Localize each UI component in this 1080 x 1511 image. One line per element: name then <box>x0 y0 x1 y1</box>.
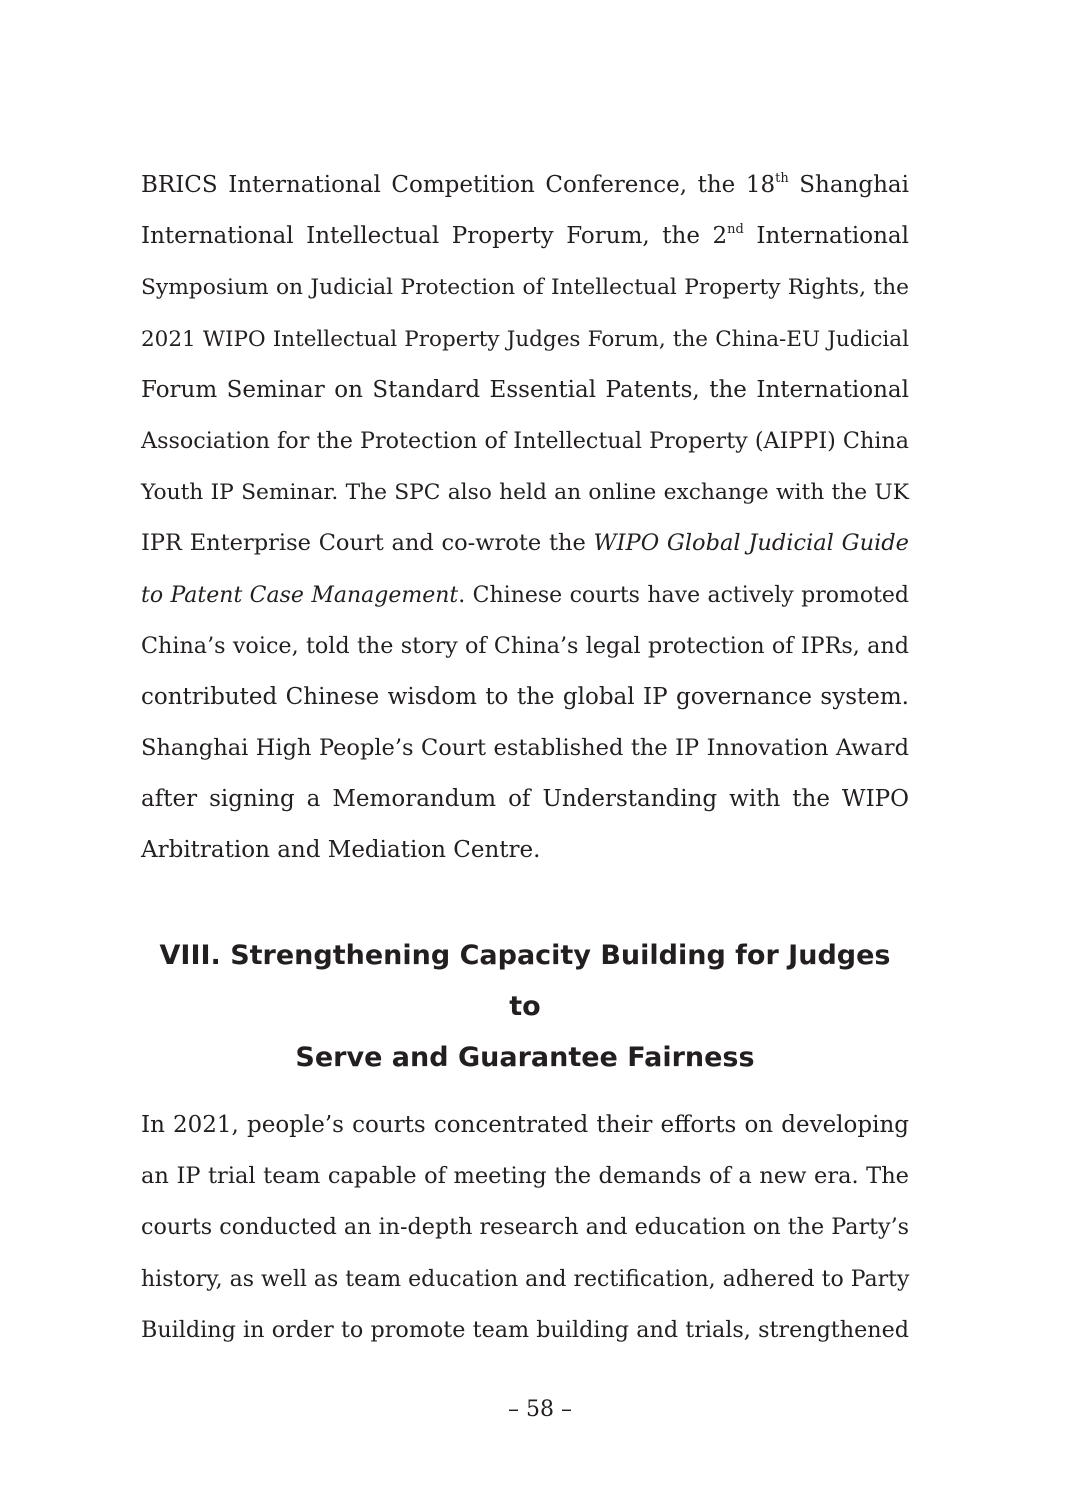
text-line: IPR Enterprise Court and co-wrote the WIPO Global Judicial Guide <box>141 530 909 557</box>
text-line: In 2021, people’s courts concentrated their efforts on developing <box>141 1112 909 1138</box>
text-line: Symposium on Judicial Protection of Intellectual Property Rights, the <box>141 275 909 301</box>
text-line: Association for the Protection of Intellectual Property (AIPPI) China <box>141 427 909 454</box>
italic-title: to Patent Case Management <box>141 582 459 608</box>
text-line: history, as well as team education and rectification, adhered to Party <box>141 1266 910 1292</box>
text-line: Arbitration and Mediation Centre. <box>141 837 541 864</box>
text-line: BRICS International Competition Conference, the 18th Shanghai <box>141 171 909 198</box>
text-line: after signing a Memorandum of Understanding with the WIPO <box>141 786 909 813</box>
text-line: 2021 WIPO Intellectual Property Judges Forum, the China-EU Judicial <box>141 326 909 352</box>
text-line: International Intellectual Property Forum, the 2nd International <box>141 222 909 250</box>
body-paragraph-2 <box>141 1100 909 1356</box>
text-line: courts conducted an in-depth research and education on the Party’s <box>141 1214 910 1241</box>
italic-title: WIPO Global Judicial Guide <box>593 530 909 557</box>
text-line: an IP trial team capable of meeting the demands of a new era. The <box>141 1163 909 1190</box>
text-line: Youth IP Seminar. The SPC also held an online exchange with the UK <box>141 480 909 506</box>
text-line: Building in order to promote team building and trials, strengthened <box>141 1316 909 1343</box>
page-number: – 58 – <box>508 1397 572 1422</box>
section-heading <box>141 930 909 1083</box>
section-heading-line: Serve and Guarantee Fairness <box>295 1042 755 1073</box>
text-line: Forum Seminar on Standard Essential Patents, the International <box>141 376 909 403</box>
text-line: to Patent Case Management. Chinese courts have actively promoted <box>141 582 910 608</box>
text-line: China’s voice, told the story of China’s legal protection of IPRs, and <box>141 632 909 659</box>
section-heading-line: VIII. Strengthening Capacity Building for Judges to <box>159 940 891 1022</box>
body-paragraph-1 <box>141 160 909 877</box>
text-line: Shanghai High People’s Court established the IP Innovation Award <box>141 735 909 762</box>
text-line: contributed Chinese wisdom to the global IP governance system. <box>141 683 909 710</box>
